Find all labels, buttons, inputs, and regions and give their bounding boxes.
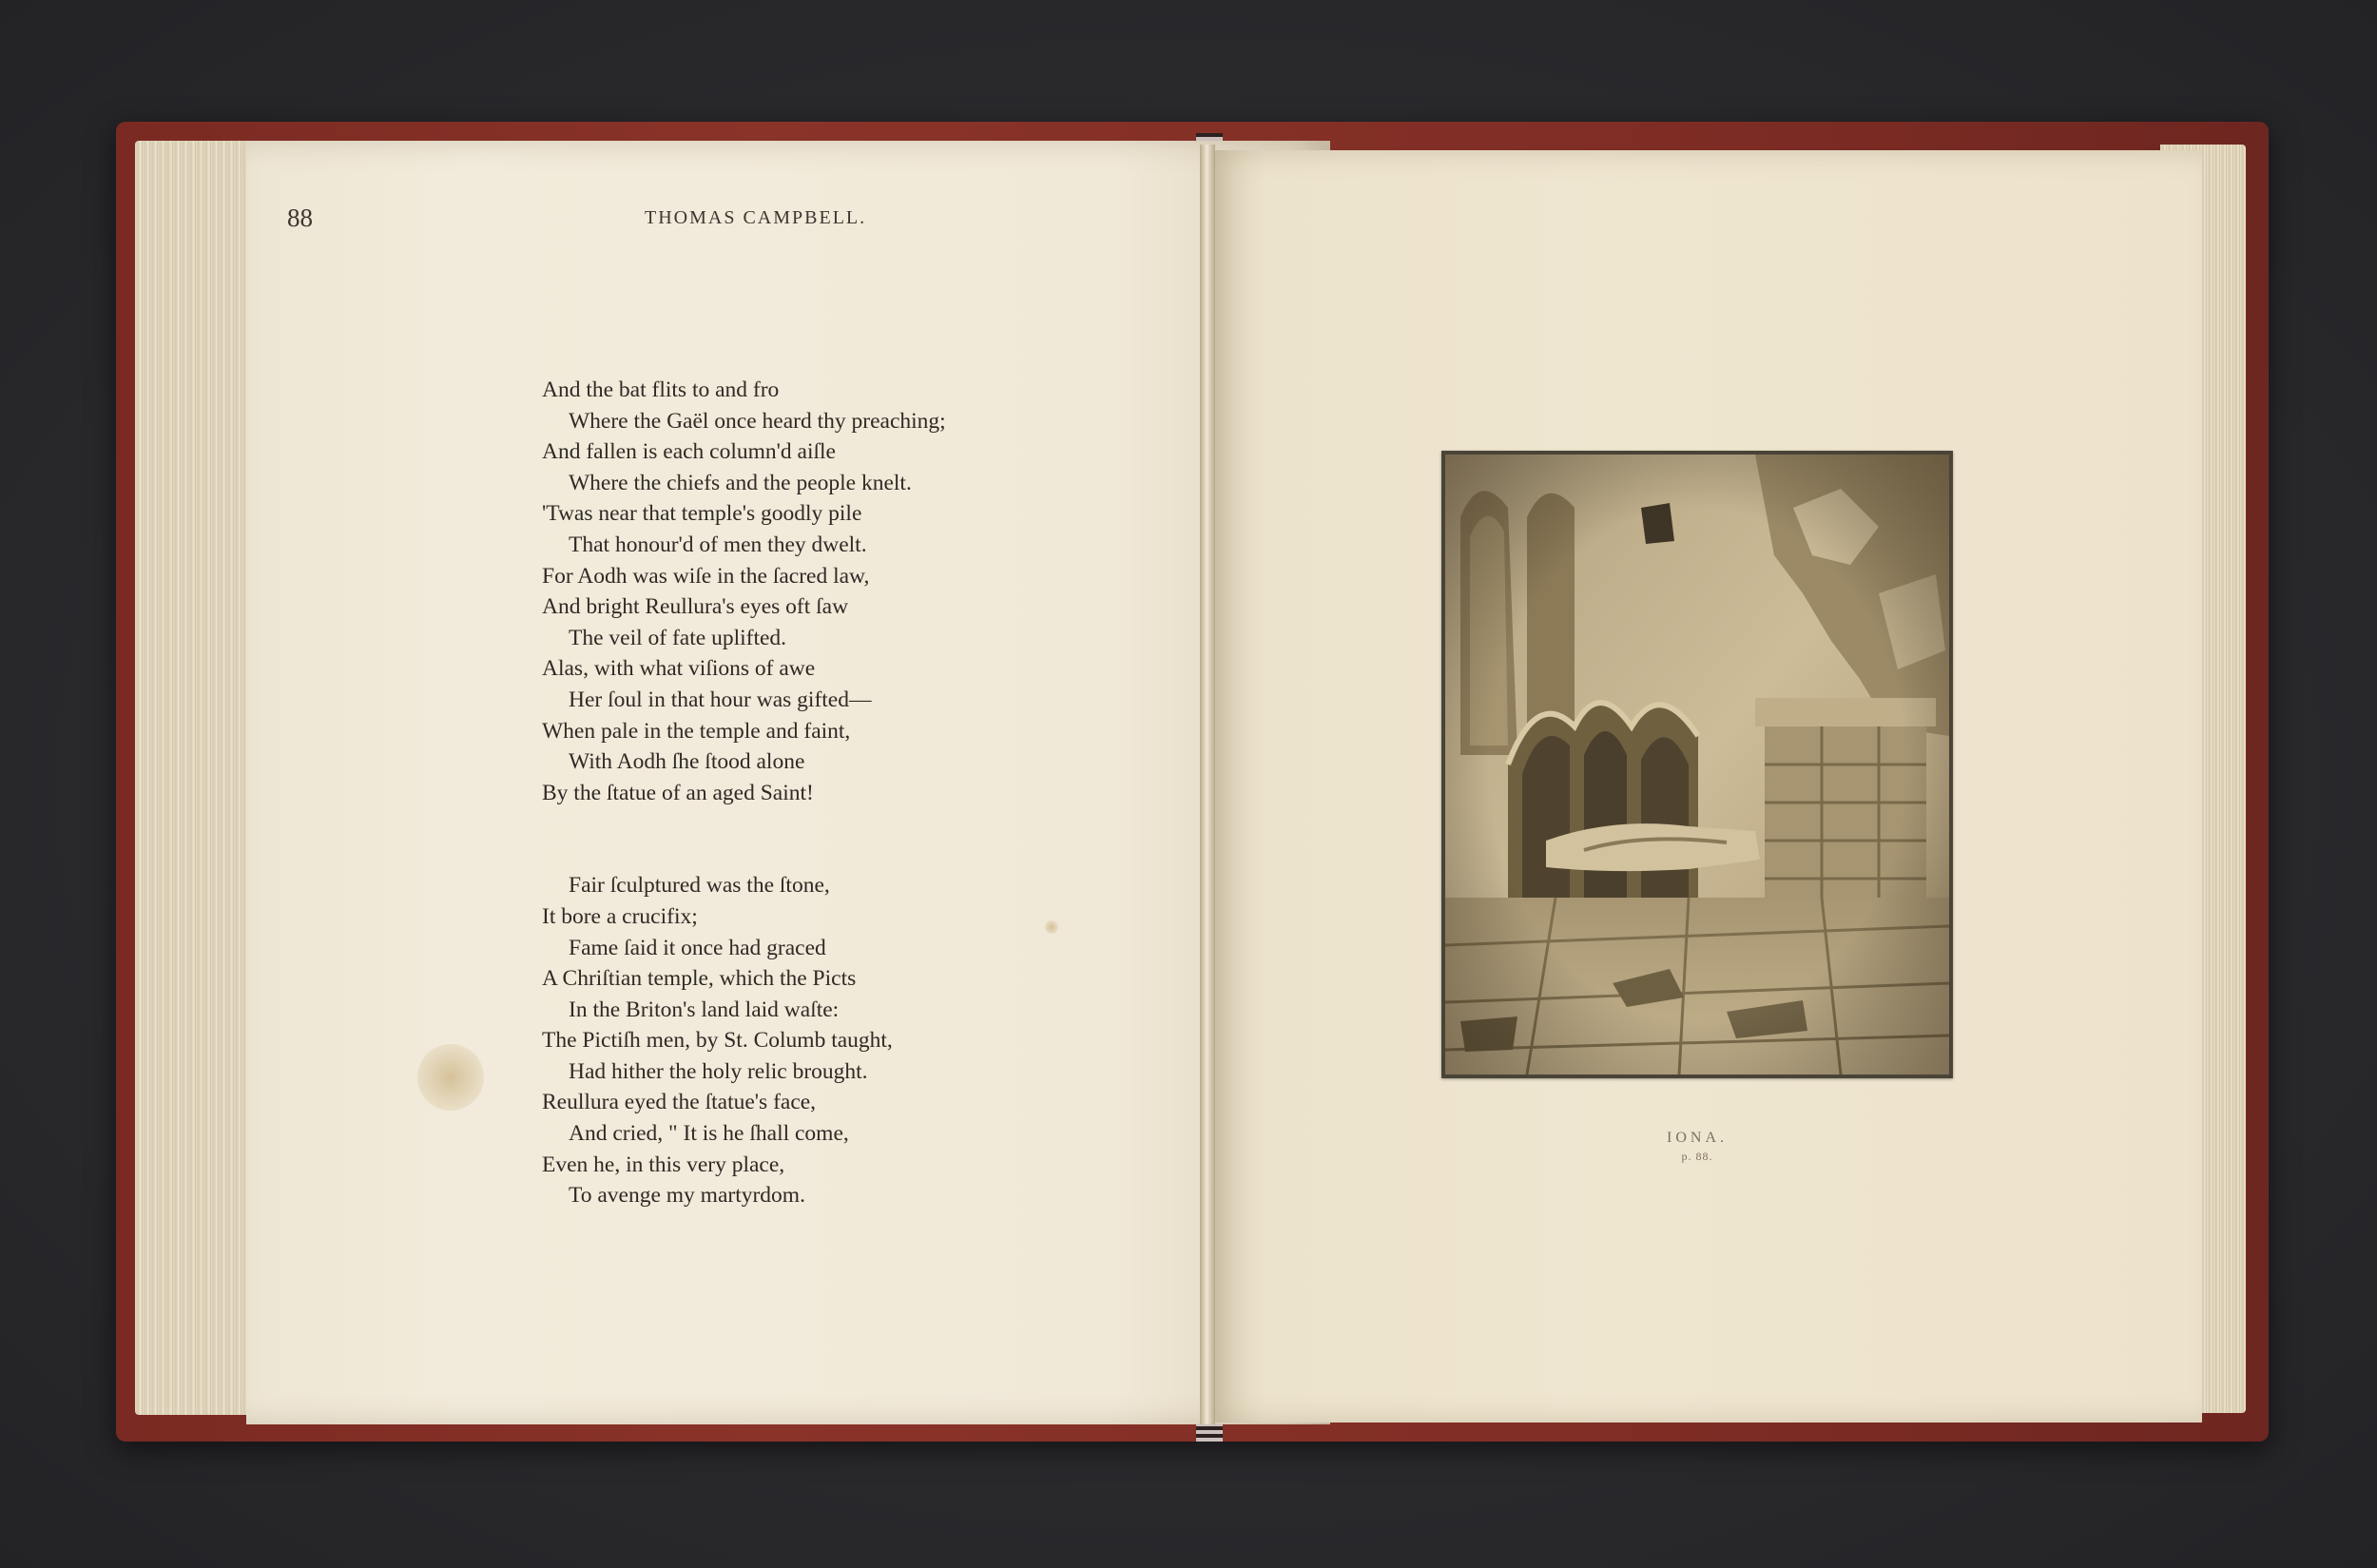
running-head: THOMAS CAMPBELL. xyxy=(645,207,867,228)
stanza xyxy=(542,870,1131,1211)
verse-line: The veil of fate uplifted. xyxy=(569,625,787,650)
verse-line: And cried, " It is he ſhall come, xyxy=(569,1121,849,1147)
poem-text xyxy=(542,375,1131,1211)
verse-line: And fallen is each column'd aiſle xyxy=(542,439,836,465)
verse-line: Where the Gaël once heard thy preaching; xyxy=(569,408,946,434)
verse-line: And bright Reullura's eyes oft ſaw xyxy=(542,594,849,620)
verse-line: The Pictiſh men, by St. Columb taught, xyxy=(542,1028,893,1054)
verse-line: Alas, with what viſions of awe xyxy=(542,656,816,682)
page-gutter xyxy=(1200,145,1215,1424)
verse-line: It bore a crucifix; xyxy=(542,903,698,929)
plate-caption xyxy=(1441,1128,1953,1164)
verse-line: Where the chiefs and the people knelt. xyxy=(569,470,912,495)
photograph-plate xyxy=(1441,451,1953,1078)
verse-line: In the Briton's land laid waſte: xyxy=(569,997,840,1022)
caption-title: IONA. xyxy=(1667,1130,1728,1146)
stanza xyxy=(542,375,1131,808)
verse-line: To avenge my martyrdom. xyxy=(569,1183,805,1209)
verse-line: By the ſtatue of an aged Saint! xyxy=(542,780,814,805)
caption-page-reference: p. 88. xyxy=(1681,1150,1713,1163)
verse-line: A Chriſtian temple, which the Picts xyxy=(542,966,857,992)
verse-line: When pale in the temple and faint, xyxy=(542,718,851,744)
verse-line: Fame ſaid it once had graced xyxy=(569,935,826,960)
verse-line: 'Twas near that temple's goodly pile xyxy=(542,501,862,527)
verse-line: Fair ſculptured was the ſtone, xyxy=(569,873,830,899)
verse-line: Her ſoul in that hour was gifted— xyxy=(569,687,872,712)
verse-line: For Aodh was wiſe in the ſacred law, xyxy=(542,563,870,589)
verse-line: Reullura eyed the ſtatue's face, xyxy=(542,1090,817,1115)
verse-line: Even he, in this very place, xyxy=(542,1152,785,1177)
verse-line: With Aodh ſhe ſtood alone xyxy=(569,749,805,775)
foxing-stain xyxy=(417,1044,484,1111)
verse-line: That honour'd of men they dwelt. xyxy=(569,532,867,557)
iona-photograph xyxy=(1441,451,1953,1078)
page-number: 88 xyxy=(287,203,313,232)
verse-line: And the bat flits to and fro xyxy=(542,377,780,402)
verse-line: Had hither the holy relic brought. xyxy=(569,1058,868,1084)
left-page-edges xyxy=(135,141,249,1415)
